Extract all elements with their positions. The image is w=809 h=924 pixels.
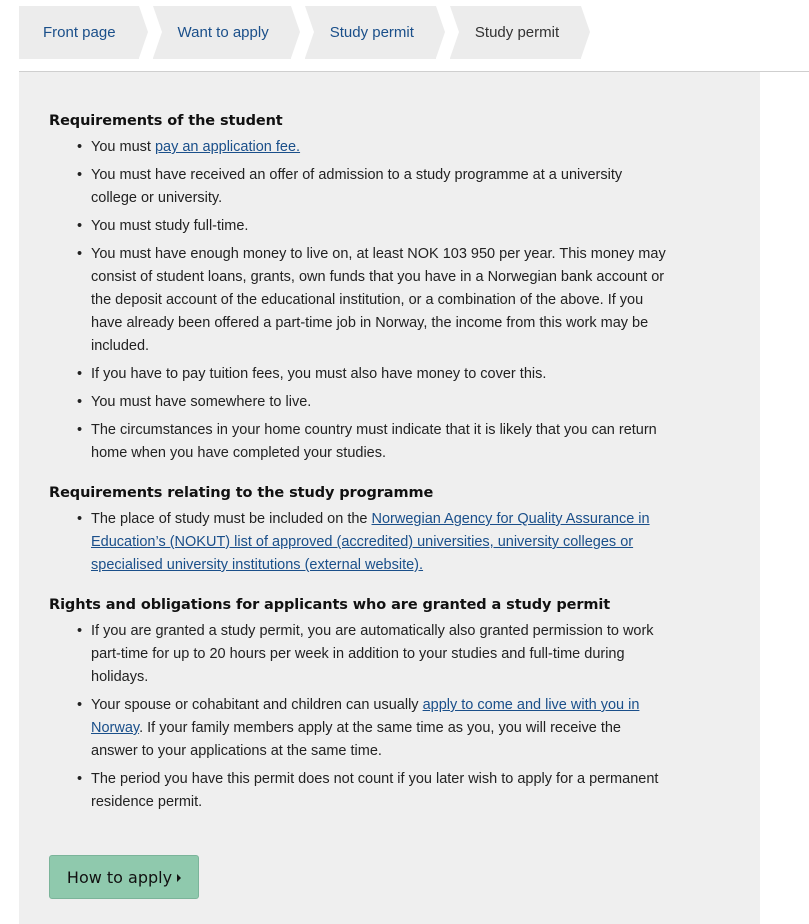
application-fee-link[interactable]: pay an application fee. <box>154 139 301 155</box>
how-to-apply-label: How to apply <box>66 867 173 887</box>
breadcrumb-item-study-permit[interactable] <box>305 6 436 59</box>
family-immigration-link[interactable]: apply to come and live with you in Norway <box>91 697 640 736</box>
breadcrumb-label: Front page <box>43 24 116 41</box>
breadcrumb <box>19 6 595 59</box>
content-body <box>49 111 669 832</box>
section-heading-student: Requirements of the student <box>49 113 283 129</box>
list-item <box>91 694 669 763</box>
nokut-list-link[interactable]: Norwegian Agency for Quality Assurance in Education’s (NOKUT) list of approved (accredited) universities, university colleges or specialised university institutions (external website). <box>91 511 650 573</box>
list-item: • If you have to pay tuition fees, you must also have money to cover this. <box>91 363 669 386</box>
breadcrumb-item-current <box>450 6 581 59</box>
breadcrumb-label: Want to apply <box>177 24 269 41</box>
programme-requirements-list <box>49 508 669 577</box>
how-to-apply-button[interactable] <box>49 855 199 899</box>
list-item-text: . If your family members apply at the same time as you, you will receive the answer to your applications at the same time. <box>91 720 621 759</box>
section-heading-programme: Requirements relating to the study programme <box>49 485 434 501</box>
list-item: • You must have enough money to live on, at least NOK 103 950 per year. This money may consist of student loans, grants, own funds that you have in a Norwegian bank account or the deposit account of the educational institution, or a combination of the above. If you have already been offered a part-time job in Norway, the income from this work may be included. <box>91 243 669 358</box>
list-item <box>91 508 669 577</box>
breadcrumb-label: Study permit <box>474 24 560 41</box>
list-item-text: You must <box>91 139 155 155</box>
list-item-text: The place of study must be included on the <box>91 511 372 527</box>
list-item: • You must have somewhere to live. <box>91 391 669 414</box>
list-item: • The period you have this permit does not count if you later wish to apply for a permanent residence permit. <box>91 768 669 814</box>
section-heading-rights: Rights and obligations for applicants who are granted a study permit <box>49 597 611 613</box>
list-item <box>91 136 669 159</box>
list-item: • You must study full-time. <box>91 215 669 238</box>
caret-right-icon <box>177 874 181 882</box>
rights-list <box>49 620 669 814</box>
list-item-text: Your spouse or cohabitant and children can usually <box>91 697 423 713</box>
list-item: • You must have received an offer of admission to a study programme at a university college or university. <box>91 164 669 210</box>
list-item: • The circumstances in your home country must indicate that it is likely that you can return home when you have completed your studies. <box>91 419 669 465</box>
breadcrumb-item-front-page[interactable] <box>19 6 139 59</box>
student-requirements-list <box>49 136 669 465</box>
breadcrumb-label: Study permit <box>329 24 414 41</box>
list-item: • If you are granted a study permit, you are automatically also granted permission to work part-time for up to 20 hours per week in addition to your studies and full-time during holidays. <box>91 620 669 689</box>
content-panel <box>19 72 760 924</box>
breadcrumb-item-want-to-apply[interactable] <box>153 6 291 59</box>
